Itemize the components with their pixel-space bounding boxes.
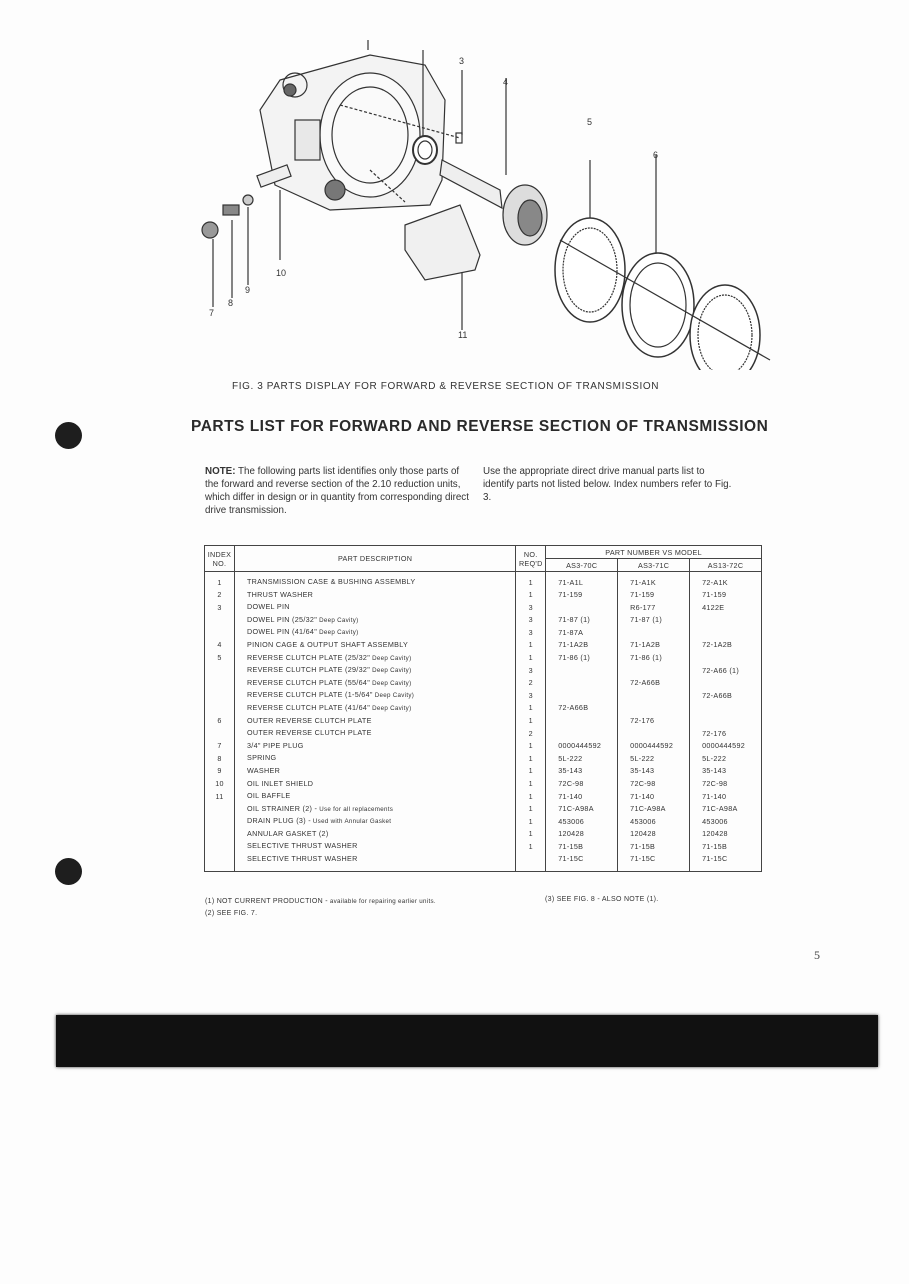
footnote-1-text: available for repairing earlier units.	[327, 898, 436, 905]
description-cell	[234, 828, 515, 841]
part-number-model-1: 5L-222	[546, 752, 618, 765]
punch-hole-icon	[55, 422, 82, 449]
part-number-model-1: 71C-A98A	[546, 803, 618, 816]
part-number-model-2	[618, 727, 690, 740]
table-row	[205, 652, 762, 665]
part-number-model-3	[690, 715, 762, 728]
part-number-model-3: 72-A66 (1)	[690, 664, 762, 677]
part-number-model-1: 72C-98	[546, 778, 618, 791]
table-row	[205, 702, 762, 715]
header-model-3: AS13-72C	[690, 559, 762, 572]
description-text: DOWEL PIN (25/32"	[246, 614, 318, 624]
req-cell: 1	[516, 589, 546, 602]
part-number-model-2: R6-177	[618, 601, 690, 614]
part-number-model-2: 35-143	[618, 765, 690, 778]
description-text: SPRING	[246, 753, 277, 763]
description-note: Deep Cavity)	[370, 679, 412, 687]
part-number-model-3: 72-A66B	[690, 689, 762, 702]
transmission-diagram-icon	[180, 40, 800, 370]
callout-5: 5	[587, 117, 593, 127]
page-title: PARTS LIST FOR FORWARD AND REVERSE SECTION OF TRANSMISSION	[191, 418, 769, 435]
req-cell: 1	[516, 715, 546, 728]
table-row	[205, 828, 762, 841]
req-cell: 2	[516, 727, 546, 740]
index-cell	[205, 853, 235, 871]
description-note: Deep Cavity)	[372, 692, 415, 700]
part-number-model-3: 453006	[690, 815, 762, 828]
description-cell	[234, 689, 515, 702]
description-cell	[234, 702, 515, 715]
description-cell	[234, 715, 515, 728]
part-number-model-2: 71-87 (1)	[618, 614, 690, 627]
part-number-model-1: 35-143	[546, 765, 618, 778]
index-cell: 9	[205, 765, 235, 778]
part-number-model-3: 4122E	[690, 601, 762, 614]
description-cell	[234, 840, 515, 853]
part-number-model-2: 71-86 (1)	[618, 652, 690, 665]
table-row	[205, 614, 762, 627]
description-text: OUTER REVERSE CLUTCH PLATE	[246, 715, 372, 725]
description-cell	[234, 815, 515, 828]
index-cell	[205, 626, 235, 639]
description-text: ANNULAR GASKET (2)	[246, 828, 329, 838]
punch-hole-icon	[55, 858, 82, 885]
description-note: Deep Cavity)	[370, 704, 412, 712]
part-number-model-1: 71-86 (1)	[546, 652, 618, 665]
req-cell: 1	[516, 790, 546, 803]
part-number-model-1: 453006	[546, 815, 618, 828]
note-left	[205, 465, 470, 517]
callout-3: 3	[459, 56, 465, 66]
table-row	[205, 765, 762, 778]
callout-7: 7	[209, 308, 215, 318]
part-number-model-2: 71C-A98A	[618, 803, 690, 816]
note-left-text: The following parts list identifies only those parts of the forward and reverse section of the 2.10 reduction units, which differ in design or in quantity from corresponding direct drive transmission.	[205, 466, 469, 516]
part-number-model-3	[690, 626, 762, 639]
req-cell: 2	[516, 677, 546, 690]
req-cell: 1	[516, 765, 546, 778]
description-note: Deep Cavity)	[370, 654, 412, 662]
description-cell	[234, 664, 515, 677]
description-text: SELECTIVE THRUST WASHER	[246, 854, 358, 864]
parts-exploded-diagram	[180, 40, 800, 370]
req-cell: 1	[516, 702, 546, 715]
table-row	[205, 740, 762, 753]
header-description: PART DESCRIPTION	[234, 546, 515, 572]
index-cell: 11	[205, 790, 235, 803]
table-row	[205, 589, 762, 602]
footnote-2: (2) SEE FIG. 7.	[205, 910, 258, 917]
part-number-model-1: 71-87 (1)	[546, 614, 618, 627]
part-number-model-3: 120428	[690, 828, 762, 841]
req-cell: 1	[516, 639, 546, 652]
part-number-model-1: 72-A66B	[546, 702, 618, 715]
part-number-model-1: 71-1A2B	[546, 639, 618, 652]
part-number-model-1: 71-15B	[546, 840, 618, 853]
index-cell	[205, 840, 235, 853]
table-row	[205, 677, 762, 690]
req-cell: 1	[516, 652, 546, 665]
page-number: 5	[814, 948, 820, 962]
note-right: Use the appropriate direct drive manual parts list to identify parts not listed below. Index numbers refer to Fig. 3.	[483, 466, 732, 503]
table-row	[205, 689, 762, 702]
part-number-model-2: 0000444592	[618, 740, 690, 753]
part-number-model-2: 71-140	[618, 790, 690, 803]
part-number-model-3: 72-1A2B	[690, 639, 762, 652]
description-text: REVERSE CLUTCH PLATE (1-5/64"	[246, 690, 373, 700]
part-number-model-3: 72C-98	[690, 778, 762, 791]
header-req: NO. REQ'D	[516, 546, 546, 572]
index-cell: 10	[205, 778, 235, 791]
req-cell: 3	[516, 614, 546, 627]
header-model-2: AS3-71C	[618, 559, 690, 572]
part-number-model-1: 71-159	[546, 589, 618, 602]
req-cell: 3	[516, 664, 546, 677]
part-number-model-2: 71-15B	[618, 840, 690, 853]
part-number-model-1	[546, 601, 618, 614]
description-text: DOWEL PIN (41/64"	[246, 627, 318, 637]
part-number-model-1	[546, 715, 618, 728]
table-row	[205, 840, 762, 853]
table-row	[205, 727, 762, 740]
req-cell: 1	[516, 815, 546, 828]
req-cell: 1	[516, 803, 546, 816]
description-text: REVERSE CLUTCH PLATE (25/32"	[246, 652, 371, 662]
index-cell	[205, 803, 235, 816]
part-number-model-3: 5L-222	[690, 752, 762, 765]
description-text: DRAIN PLUG (3) -	[246, 816, 311, 826]
req-cell: 3	[516, 689, 546, 702]
part-number-model-1: 71-A1L	[546, 572, 618, 589]
index-cell	[205, 828, 235, 841]
part-number-model-2	[618, 689, 690, 702]
part-number-model-2: 5L-222	[618, 752, 690, 765]
description-text: TRANSMISSION CASE & BUSHING ASSEMBLY	[246, 577, 416, 586]
req-cell: 1	[516, 840, 546, 853]
description-cell	[234, 803, 515, 816]
index-cell	[205, 689, 235, 702]
description-cell	[234, 572, 515, 589]
note-label: NOTE:	[205, 466, 236, 477]
table-row	[205, 803, 762, 816]
footnote-3: (3) SEE FIG. 8 - ALSO NOTE (1).	[545, 896, 659, 903]
description-text: OIL INLET SHIELD	[246, 778, 314, 788]
part-number-model-3: 35-143	[690, 765, 762, 778]
req-cell: 3	[516, 626, 546, 639]
req-cell: 1	[516, 778, 546, 791]
table-row	[205, 639, 762, 652]
description-text: 3/4" PIPE PLUG	[246, 740, 304, 750]
description-cell	[234, 652, 515, 665]
description-text: SELECTIVE THRUST WASHER	[246, 841, 358, 851]
description-text: REVERSE CLUTCH PLATE (41/64"	[246, 702, 371, 712]
part-number-model-2: 71-159	[618, 589, 690, 602]
index-cell	[205, 677, 235, 690]
callout-10: 10	[276, 268, 287, 278]
scan-black-band	[56, 1015, 878, 1067]
part-number-model-1	[546, 677, 618, 690]
index-cell: 6	[205, 715, 235, 728]
description-cell	[234, 752, 515, 765]
description-text: OUTER REVERSE CLUTCH PLATE	[246, 728, 372, 738]
description-text: OIL STRAINER (2) -	[246, 803, 318, 813]
description-cell	[234, 677, 515, 690]
description-text: OIL BAFFLE	[246, 791, 291, 801]
callout-9: 9	[245, 285, 251, 295]
part-number-model-2	[618, 702, 690, 715]
part-number-model-3	[690, 677, 762, 690]
part-number-model-2: 71-15C	[618, 853, 690, 871]
description-text: DOWEL PIN	[246, 602, 290, 612]
part-number-model-2	[618, 664, 690, 677]
part-number-model-1	[546, 689, 618, 702]
callout-11: 11	[458, 330, 468, 340]
table-row	[205, 752, 762, 765]
description-note: Deep Cavity)	[317, 629, 359, 637]
part-number-model-1: 120428	[546, 828, 618, 841]
index-cell: 4	[205, 639, 235, 652]
part-number-model-1: 71-15C	[546, 853, 618, 871]
req-cell: 1	[516, 572, 546, 589]
part-number-model-2: 120428	[618, 828, 690, 841]
table-row	[205, 626, 762, 639]
part-number-model-2: 71-A1K	[618, 572, 690, 589]
part-number-model-2: 453006	[618, 815, 690, 828]
part-number-model-3	[690, 652, 762, 665]
description-note: Used with Annular Gasket	[310, 818, 392, 826]
description-cell	[234, 778, 515, 791]
part-number-model-2: 72-A66B	[618, 677, 690, 690]
index-cell: 2	[205, 589, 235, 602]
description-text: REVERSE CLUTCH PLATE (29/32"	[246, 665, 371, 675]
index-cell	[205, 702, 235, 715]
footnote-1	[205, 896, 436, 908]
index-cell: 5	[205, 652, 235, 665]
req-cell: 1	[516, 752, 546, 765]
description-cell	[234, 727, 515, 740]
part-number-model-3: 0000444592	[690, 740, 762, 753]
part-number-model-2	[618, 626, 690, 639]
callout-8: 8	[228, 298, 234, 308]
part-number-model-2: 72C-98	[618, 778, 690, 791]
table-row	[205, 572, 762, 589]
description-note: Deep Cavity)	[370, 667, 412, 675]
table-row	[205, 790, 762, 803]
description-cell	[234, 790, 515, 803]
description-cell	[234, 601, 515, 614]
req-cell: 1	[516, 740, 546, 753]
description-text: PINION CAGE & OUTPUT SHAFT ASSEMBLY	[246, 639, 409, 649]
description-cell	[234, 765, 515, 778]
part-number-model-3: 72-A1K	[690, 572, 762, 589]
index-cell: 3	[205, 601, 235, 614]
table-row	[205, 601, 762, 614]
index-cell	[205, 815, 235, 828]
part-number-model-1: 71-87A	[546, 626, 618, 639]
part-number-model-2: 72-176	[618, 715, 690, 728]
part-number-model-3	[690, 614, 762, 627]
figure-caption: FIG. 3 PARTS DISPLAY FOR FORWARD & REVERSE SECTION OF TRANSMISSION	[232, 381, 660, 392]
req-cell	[516, 853, 546, 871]
parts-table-body	[205, 572, 762, 872]
table-row	[205, 778, 762, 791]
index-cell: 7	[205, 740, 235, 753]
description-note: Deep Cavity)	[317, 616, 359, 624]
description-cell	[234, 740, 515, 753]
description-cell	[234, 639, 515, 652]
description-text: THRUST WASHER	[246, 589, 314, 599]
index-cell: 1	[205, 572, 235, 589]
header-model-1: AS3-70C	[546, 559, 618, 572]
part-number-model-3: 72-176	[690, 727, 762, 740]
header-part-number-group: PART NUMBER VS MODEL	[546, 546, 762, 559]
part-number-model-1	[546, 727, 618, 740]
index-cell	[205, 727, 235, 740]
callout-6: 6	[653, 150, 659, 160]
part-number-model-3: 71-140	[690, 790, 762, 803]
part-number-model-3: 71-159	[690, 589, 762, 602]
table-row	[205, 664, 762, 677]
parts-table	[204, 545, 762, 872]
header-index: INDEX NO.	[205, 546, 235, 572]
part-number-model-3: 71-15B	[690, 840, 762, 853]
part-number-model-3	[690, 702, 762, 715]
table-row	[205, 853, 762, 871]
description-text: WASHER	[246, 765, 281, 775]
req-cell: 3	[516, 601, 546, 614]
req-cell: 1	[516, 828, 546, 841]
part-number-model-1: 71-140	[546, 790, 618, 803]
part-number-model-3: 71C-A98A	[690, 803, 762, 816]
part-number-model-1	[546, 664, 618, 677]
index-cell	[205, 664, 235, 677]
description-cell	[234, 614, 515, 627]
part-number-model-2: 71-1A2B	[618, 639, 690, 652]
index-cell: 8	[205, 752, 235, 765]
footnotes	[205, 896, 436, 920]
part-number-model-1: 0000444592	[546, 740, 618, 753]
table-row	[205, 815, 762, 828]
description-text: REVERSE CLUTCH PLATE (55/64"	[246, 677, 371, 687]
description-cell	[234, 589, 515, 602]
footnote-1-label: (1) NOT CURRENT PRODUCTION -	[205, 898, 328, 905]
part-number-model-3: 71-15C	[690, 853, 762, 871]
description-note: Use for all replacements	[317, 805, 394, 813]
index-cell	[205, 614, 235, 627]
description-cell	[234, 626, 515, 639]
description-cell	[234, 853, 515, 871]
table-row	[205, 715, 762, 728]
callout-4: 4	[503, 77, 509, 87]
